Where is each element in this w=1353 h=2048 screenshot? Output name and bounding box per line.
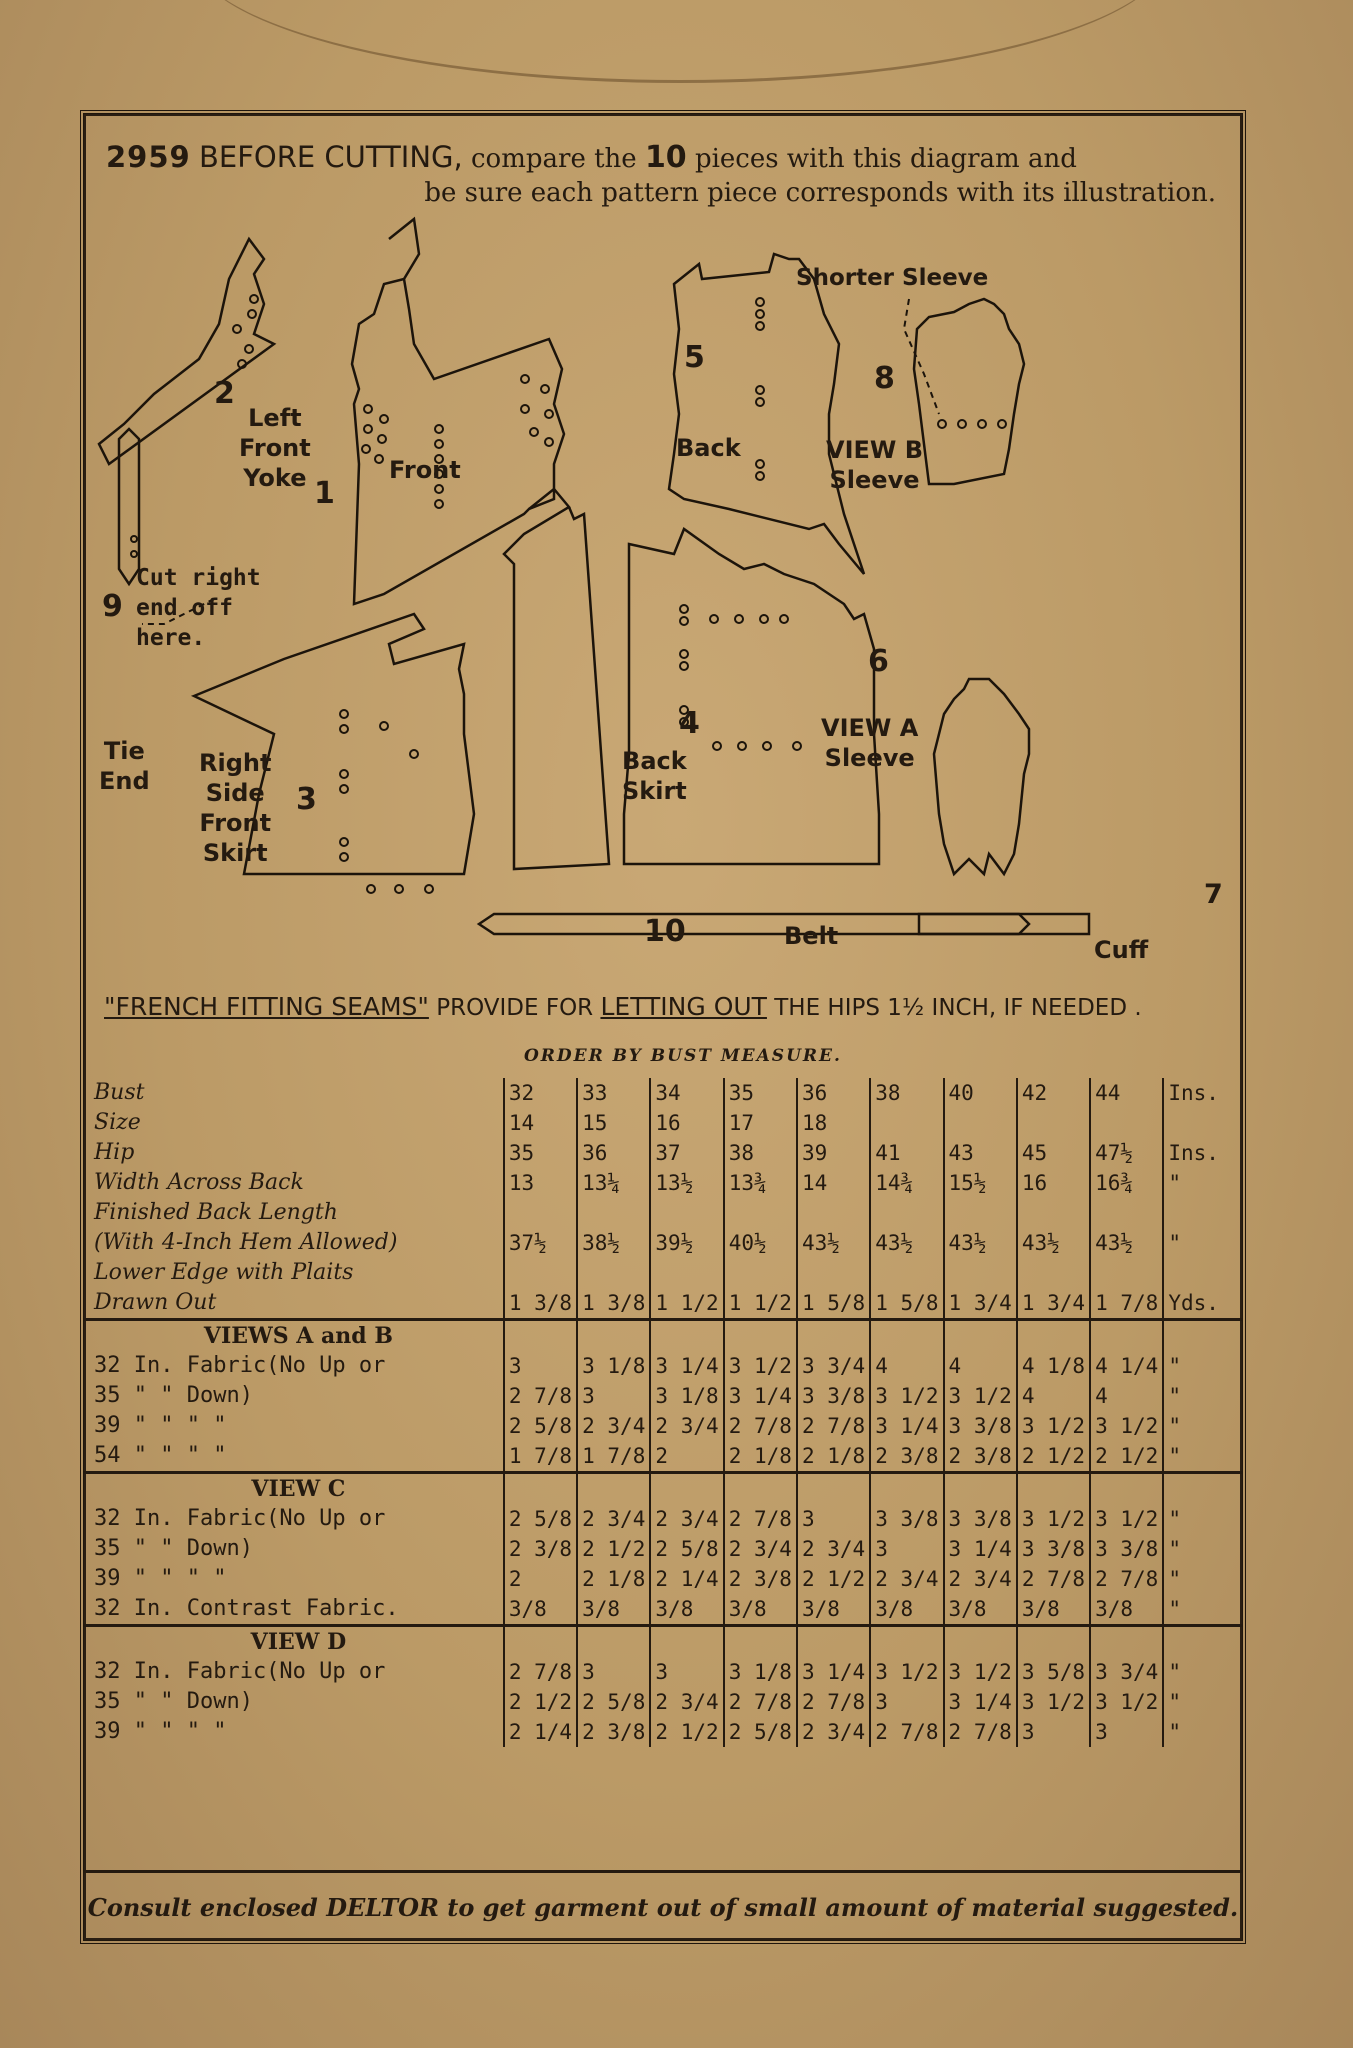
- view-c-row: VIEW C 32 In. Fabric(No Up or 35 " " Down) 39 " " " " 32 In. Contrast Fabric. 2 5/8 2 3/8 2 3/8 2 3/4 2 1/2 2 1/8 3/8 2 3/4 2 5/8 2 1/4 3/8 2 7/8 2 3/4 2 3/8 3/8 3 2 3/4 2 1/2 3/8 3 3/8 3 2 3/4 3/8 3 3/8 3 1/4 2 3/4 3/8 3 1/2 3 3/8 2 7/8 3/8 3 1/2 3 3/8 2 7/8 3/8 " " " ": [84, 1473, 1242, 1626]
- piece-10-label: Belt: [784, 922, 839, 950]
- header-line2: be sure each pattern piece corresponds with its illustration.: [424, 178, 1216, 208]
- piece-6-number: 6: [868, 644, 889, 679]
- piece-2-label: Left Front Yoke: [239, 404, 311, 492]
- piece-1-front-panel: [504, 489, 609, 869]
- piece-5-label: Back: [676, 434, 741, 462]
- piece-5-number: 5: [684, 340, 705, 375]
- units-col: Ins. Ins. " " Yds.: [1163, 1078, 1242, 1320]
- piece-6-outline: [934, 679, 1029, 874]
- piece-7-number: 7: [1204, 879, 1223, 910]
- piece-8-outline: [914, 299, 1024, 484]
- piece-1-number: 1: [314, 476, 335, 511]
- measurement-chart: [84, 1078, 1242, 1747]
- pattern-frame: [80, 110, 1246, 1944]
- piece-3-label: Right Side Front Skirt: [199, 749, 272, 867]
- col-36: 36 18 39 14 43½ 1 5/8: [797, 1078, 870, 1320]
- order-by-heading: ORDER BY BUST MEASURE.: [524, 1046, 842, 1066]
- french-seams-note: "FRENCH FITTING SEAMS" PROVIDE FOR LETTING OUT THE HIPS 1½ INCH, IF NEEDED .: [104, 992, 1142, 1021]
- piece-3-number: 3: [296, 782, 317, 817]
- piece-8-label: VIEW B Sleeve: [826, 436, 924, 494]
- section-title-ab: VIEWS A and B: [203, 1323, 393, 1349]
- col-34: 34 16 37 13½ 39½ 1 1/2: [650, 1078, 723, 1320]
- piece-7-label: Cuff: [1094, 936, 1149, 964]
- col-44: 44 47½ 16¾ 43½ 1 7/8: [1090, 1078, 1163, 1320]
- col-35: 35 17 38 13¾ 40½ 1 1/2: [724, 1078, 797, 1320]
- col-33: 33 15 36 13¼ 38½ 1 3/8: [577, 1078, 650, 1320]
- views-a-b-row: VIEWS A and B 32 In. Fabric(No Up or 35 " " Down) 39 " " " " 54 " " " " 3 2 7/8 2 5/8 1 7/8 3 1/8 3 2 3/4 1 7/8 3 1/4 3 1/8 2 3/4 2 3 1/2 3 1/4 2 7/8 2 1/8 3 3/4 3 3/8 2 7/8 2 1/8 4 3 1/2 3 1/4 2 3/8 4 3 1/2 3 3/8 2 3/8 4 1/8 4 3 1/2 2 1/2 4 1/4 4 3 1/2 2 1/2 " " " ": [84, 1320, 1242, 1473]
- header-caps: BEFORE CUTTING,: [198, 140, 463, 174]
- piece-4-label: Back Skirt: [622, 747, 687, 805]
- col-38: 38 41 14¾ 43½ 1 5/8: [870, 1078, 943, 1320]
- section-title-c: VIEW C: [251, 1476, 346, 1502]
- piece-4-number: 4: [679, 706, 700, 741]
- col-32: 32 14 35 13 37½ 1 3/8: [504, 1078, 577, 1320]
- piece-6-label: VIEW A Sleeve: [821, 714, 919, 772]
- cut-note: Cut right end off here.: [136, 565, 261, 651]
- shorter-sleeve-label: Shorter Sleeve: [796, 265, 989, 291]
- piece-9-outline: [119, 429, 139, 584]
- piece-count: 10: [644, 140, 687, 175]
- piece-8-number: 8: [874, 361, 895, 396]
- pattern-number: 2959: [106, 140, 191, 174]
- piece-9-number: 9: [102, 589, 123, 624]
- section-title-d: VIEW D: [250, 1629, 347, 1655]
- piece-5-outline: [669, 254, 864, 574]
- piece-9-label: Tie End: [99, 737, 150, 795]
- deltor-note: Consult enclosed DELTOR to get garment out of small amount of material suggested.: [84, 1870, 1242, 1922]
- view-d-row: VIEW D 32 In. Fabric(No Up or 35 " " Down) 39 " " " " 2 7/8 2 1/2 2 1/4 3 2 5/8 2 3/8 3 2 3/4 2 1/2 3 1/8 2 7/8 2 5/8 3 1/4 2 7/8 2 3/4 3 1/2 3 2 7/8 3 1/2 3 1/4 2 7/8 3 5/8 3 1/2 3 3 3/4 3 1/2 3 " " ": [84, 1626, 1242, 1748]
- piece-4-outline: [624, 529, 879, 864]
- measurements-row: Bust Size Hip Width Across Back Finished Back Length (With 4-Inch Hem Allowed) Lower Edge with Plaits Drawn Out 32 14 35 13 37½ 1 3/8 33 15 36 13¼ 38½ 1 3/8 34 16 37 13½ 39½ 1 1/2 35 17 38 13¾ 40½ 1 1/2 36 18 39 14 43½ 1 5/8 38 41 14¾ 43½ 1 5/8 40 43 15½ 43½ 1 3/4 42 45 16 43½ 1 3/4 44 47½ 16¾ 43½ 1 7/8 Ins. Ins. " " Yds.: [84, 1078, 1242, 1320]
- header: 2959 BEFORE CUTTING, compare the 10 pieces with this diagram and be sure each pattern piece corresponds with its illustration.: [106, 140, 1221, 210]
- piece-1-label: Front: [389, 456, 461, 484]
- piece-10-number: 10: [644, 914, 686, 949]
- piece-7-outline: [919, 914, 1029, 934]
- piece-2-number: 2: [214, 376, 235, 411]
- piece-1-outline: [352, 219, 564, 604]
- col-40: 40 43 15½ 43½ 1 3/4: [944, 1078, 1017, 1320]
- col-42: 42 45 16 43½ 1 3/4: [1017, 1078, 1090, 1320]
